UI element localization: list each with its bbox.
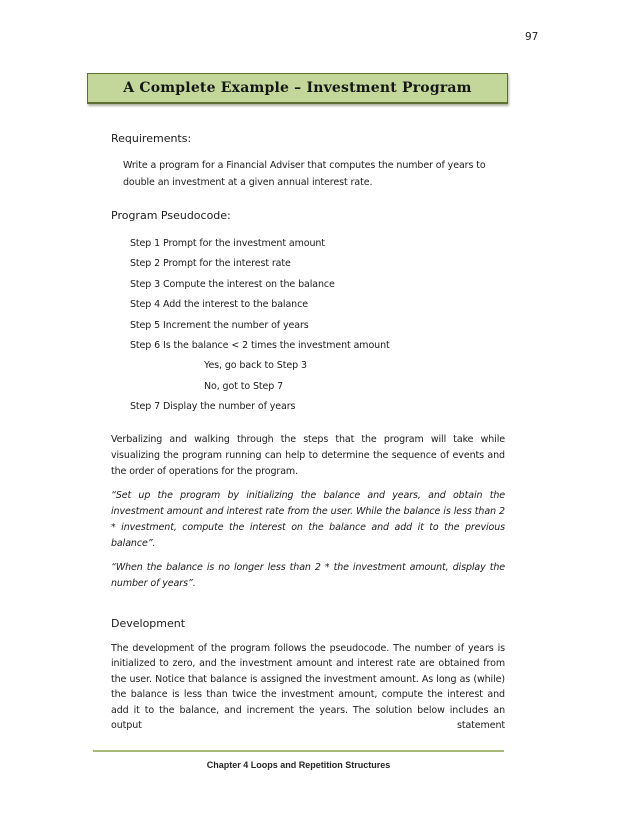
- pseudocode-step: Step 6 Is the balance < 2 times the investment amount: [130, 340, 390, 352]
- pseudocode-steps: [111, 234, 505, 418]
- page-content: [111, 130, 505, 734]
- pseudocode-step: Step 3 Compute the interest on the balance: [130, 278, 335, 290]
- walkthrough-quote-1: “Set up the program by initializing the balance and years, and obtain the investment amount and interest rate from the user. While the balance is less than 2 * investment, compute the interest on the balance and add it to the previous balance”.: [111, 489, 505, 549]
- pseudocode-step: Step 2 Prompt for the interest rate: [130, 258, 291, 270]
- page-number: 97: [525, 31, 539, 43]
- requirements-heading: Requirements:: [111, 132, 192, 145]
- page-title: A Complete Example – Investment Program: [123, 80, 472, 96]
- walkthrough-quote-2: “When the balance is no longer less than 2 * the investment amount, display the number of years”.: [111, 561, 505, 589]
- pseudocode-heading: Program Pseudocode:: [111, 209, 231, 222]
- pseudocode-step-branch-yes: Yes, go back to Step 3: [204, 360, 307, 372]
- footer-divider: [93, 750, 504, 752]
- development-paragraph: The development of the program follows the pseudocode. The number of years is initialized to zero, and the investment amount and interest rate are obtained from the user. Notice that balance is assigned the investment amount. As long as (while) the balance is less than twice the investment amount, compute the interest and add it to the balance, and increment the years. The solution below includes an output statement: [111, 642, 505, 732]
- requirements-body: Write a program for a Financial Adviser that computes the number of years to double an investment at a given annual interest rate.: [123, 160, 486, 188]
- pseudocode-step: Step 5 Increment the number of years: [130, 319, 309, 331]
- title-banner: [87, 73, 508, 104]
- footer-chapter-label: Chapter 4 Loops and Repetition Structures: [206, 760, 391, 770]
- development-heading: Development: [111, 616, 186, 630]
- pseudocode-step: Step 7 Display the number of years: [130, 401, 296, 413]
- pseudocode-step: Step 4 Add the interest to the balance: [130, 299, 308, 311]
- pseudocode-step: Step 1 Prompt for the investment amount: [130, 238, 325, 249]
- pseudocode-step-branch-no: No, got to Step 7: [204, 380, 284, 392]
- discussion-paragraph: Verbalizing and walking through the steps that the program will take while visualizing the program running can help to determine the sequence of events and the order of operations for the program.: [111, 433, 505, 477]
